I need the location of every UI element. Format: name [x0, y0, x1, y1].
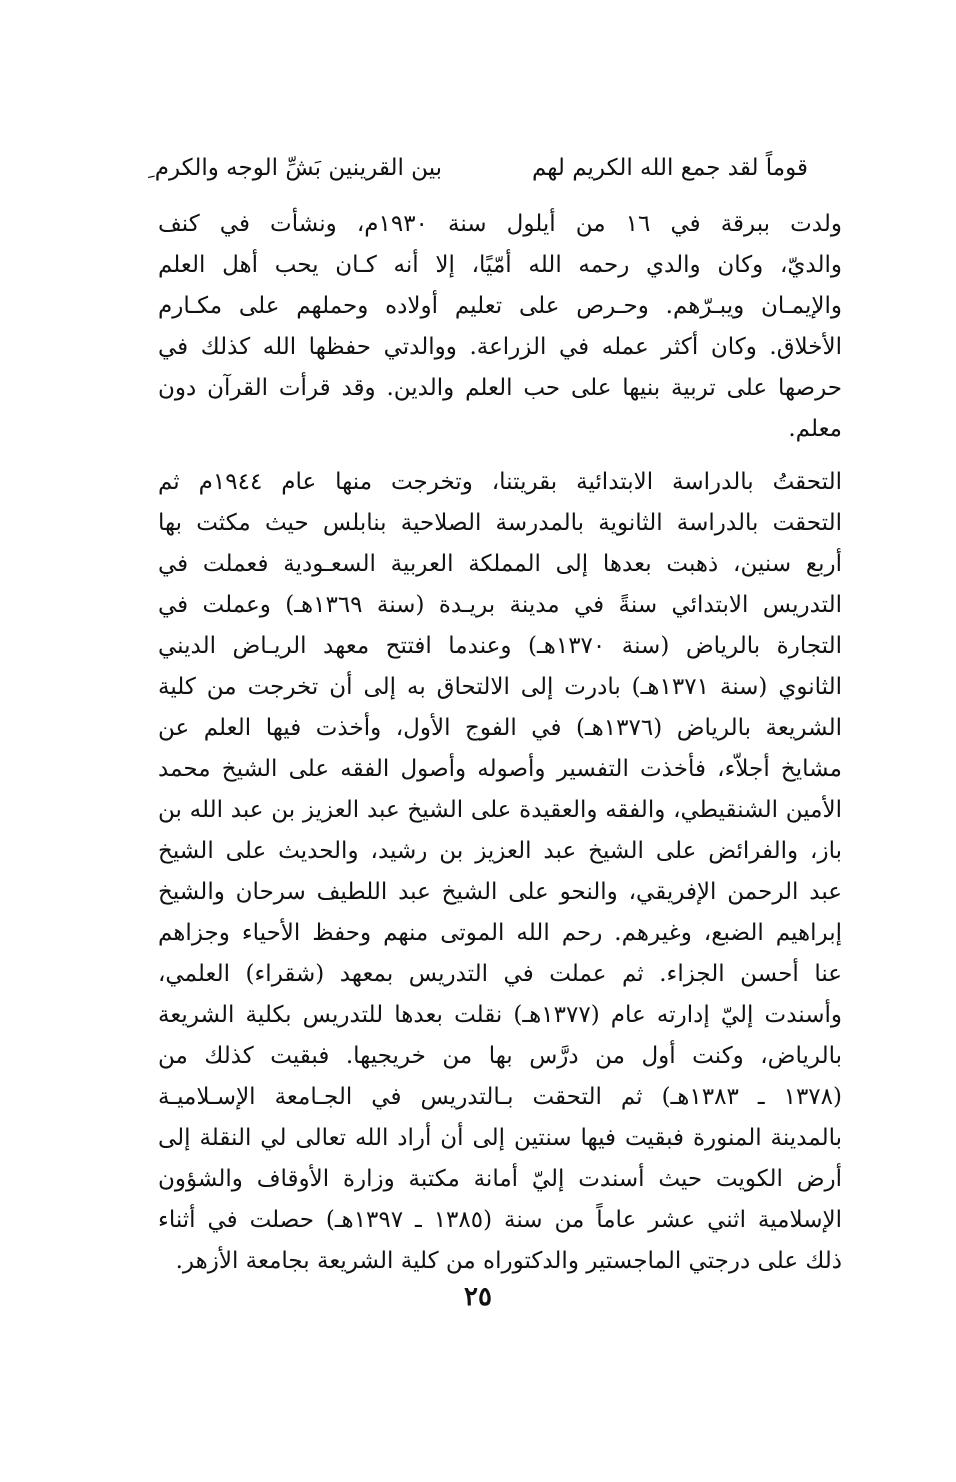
- text-line: (١٣٧٨ ـ ١٣٨٣هـ) ثم التحقت بـالتدريس في الجـامعة الإسـلاميـة: [158, 1084, 842, 1110]
- text-line: التدريس الابتدائي سنةً في مدينة بريـدة (سنة ١٣٦٩هـ) وعملت في: [158, 592, 842, 618]
- text-line: التحقتُ بالدراسة الابتدائية بقريتنا، وتخرجت منها عام ١٩٤٤م ثم: [158, 469, 842, 495]
- text-line: بالرياض، وكنت أول من درَّس بها من خريجيها. فبقيت كذلك من: [158, 1043, 842, 1069]
- poem-right-hemistich: قوماً لقد جمع الله الكريم لهم: [532, 155, 808, 181]
- poem-verse: [148, 146, 808, 190]
- text-line: مشايخ أجلاّء، فأخذت التفسير وأصوله وأصول الفقه على الشيخ محمد: [158, 756, 842, 782]
- text-line: وأسندت إليّ إدارته عام (١٣٧٧هـ) نقلت بعدها للتدريس بكلية الشريعة: [158, 1002, 842, 1028]
- text-line: إبراهيم الضبع، وغيرهم. رحم الله الموتى منهم وحفظ الأحياء وجزاهم: [158, 920, 842, 946]
- poem-left-hemistich: بين القرينين بَشِّ الوجه والكرم ِ: [148, 155, 443, 181]
- text-line: باز، والفرائض على الشيخ عبد العزيز بن رشيد، والحديث على الشيخ: [158, 838, 842, 864]
- text-line: عبد الرحمن الإفريقي، والنحو على الشيخ عبد اللطيف سرحان والشيخ: [158, 879, 842, 905]
- page-number: ٢٥: [464, 1282, 492, 1312]
- text-line: بالمدينة المنورة فبقيت فيها سنتين إلى أن أراد الله تعالى لي النقلة إلى: [158, 1125, 842, 1151]
- text-line: الأخلاق. وكان أكثر عمله في الزراعة. ووالدتي حفظها الله كذلك في: [158, 334, 842, 360]
- text-line: أرض الكويت حيث أسندت إليّ أمانة مكتبة وزارة الأوقاف والشؤون: [158, 1166, 842, 1192]
- text-line: التجارة بالرياض (سنة ١٣٧٠هـ) وعندما افتتح معهد الريـاض الديني: [158, 633, 843, 659]
- text-line: التحقت بالدراسة الثانوية بالمدرسة الصلاحية بنابلس حيث مكثت بها: [158, 510, 842, 536]
- text-line: عنا أحسن الجزاء. ثم عملت في التدريس بمعهد (شقراء) العلمي،: [158, 961, 842, 987]
- paragraph-birth: [158, 204, 842, 450]
- text-line: ذلك على درجتي الماجستير والدكتوراه من كلية الشريعة بجامعة الأزهر.: [175, 1248, 842, 1274]
- text-line: والإيمـان ويبـرّهم. وحـرص على تعليم أولاده وحملهم على مكـارم: [158, 293, 842, 319]
- text-line: الشريعة بالرياض (١٣٧٦هـ) في الفوج الأول، وأخذت فيها العلم عن: [158, 715, 842, 741]
- text-line: الثانوي (سنة ١٣٧١هـ) بادرت إلى الالتحاق به إلى أن تخرجت من كلية: [158, 674, 842, 700]
- text-line: والديّ، وكان والدي رحمه الله أمّيًا، إلا أنه كـان يحب أهل العلم: [158, 252, 842, 278]
- text-line: ولدت ببرقة في ١٦ من أيلول سنة ١٩٣٠م، ونشأت في كنف: [158, 211, 842, 237]
- paragraph-education: [158, 462, 842, 1282]
- text-line: حرصها على تربية بنيها على حب العلم والدين. وقد قرأت القرآن دون: [158, 375, 842, 401]
- text-line: الإسلامية اثني عشر عاماً من سنة (١٣٨٥ ـ ١٣٩٧هـ) حصلت في أثناء: [158, 1207, 842, 1233]
- text-line: معلم.: [788, 416, 842, 442]
- text-line: أربع سنين، ذهبت بعدها إلى المملكة العربية السعـودية فعملت في: [158, 551, 842, 577]
- text-line: الأمين الشنقيطي، والفقه والعقيدة على الشيخ عبد العزيز بن عبد الله بن: [158, 797, 842, 823]
